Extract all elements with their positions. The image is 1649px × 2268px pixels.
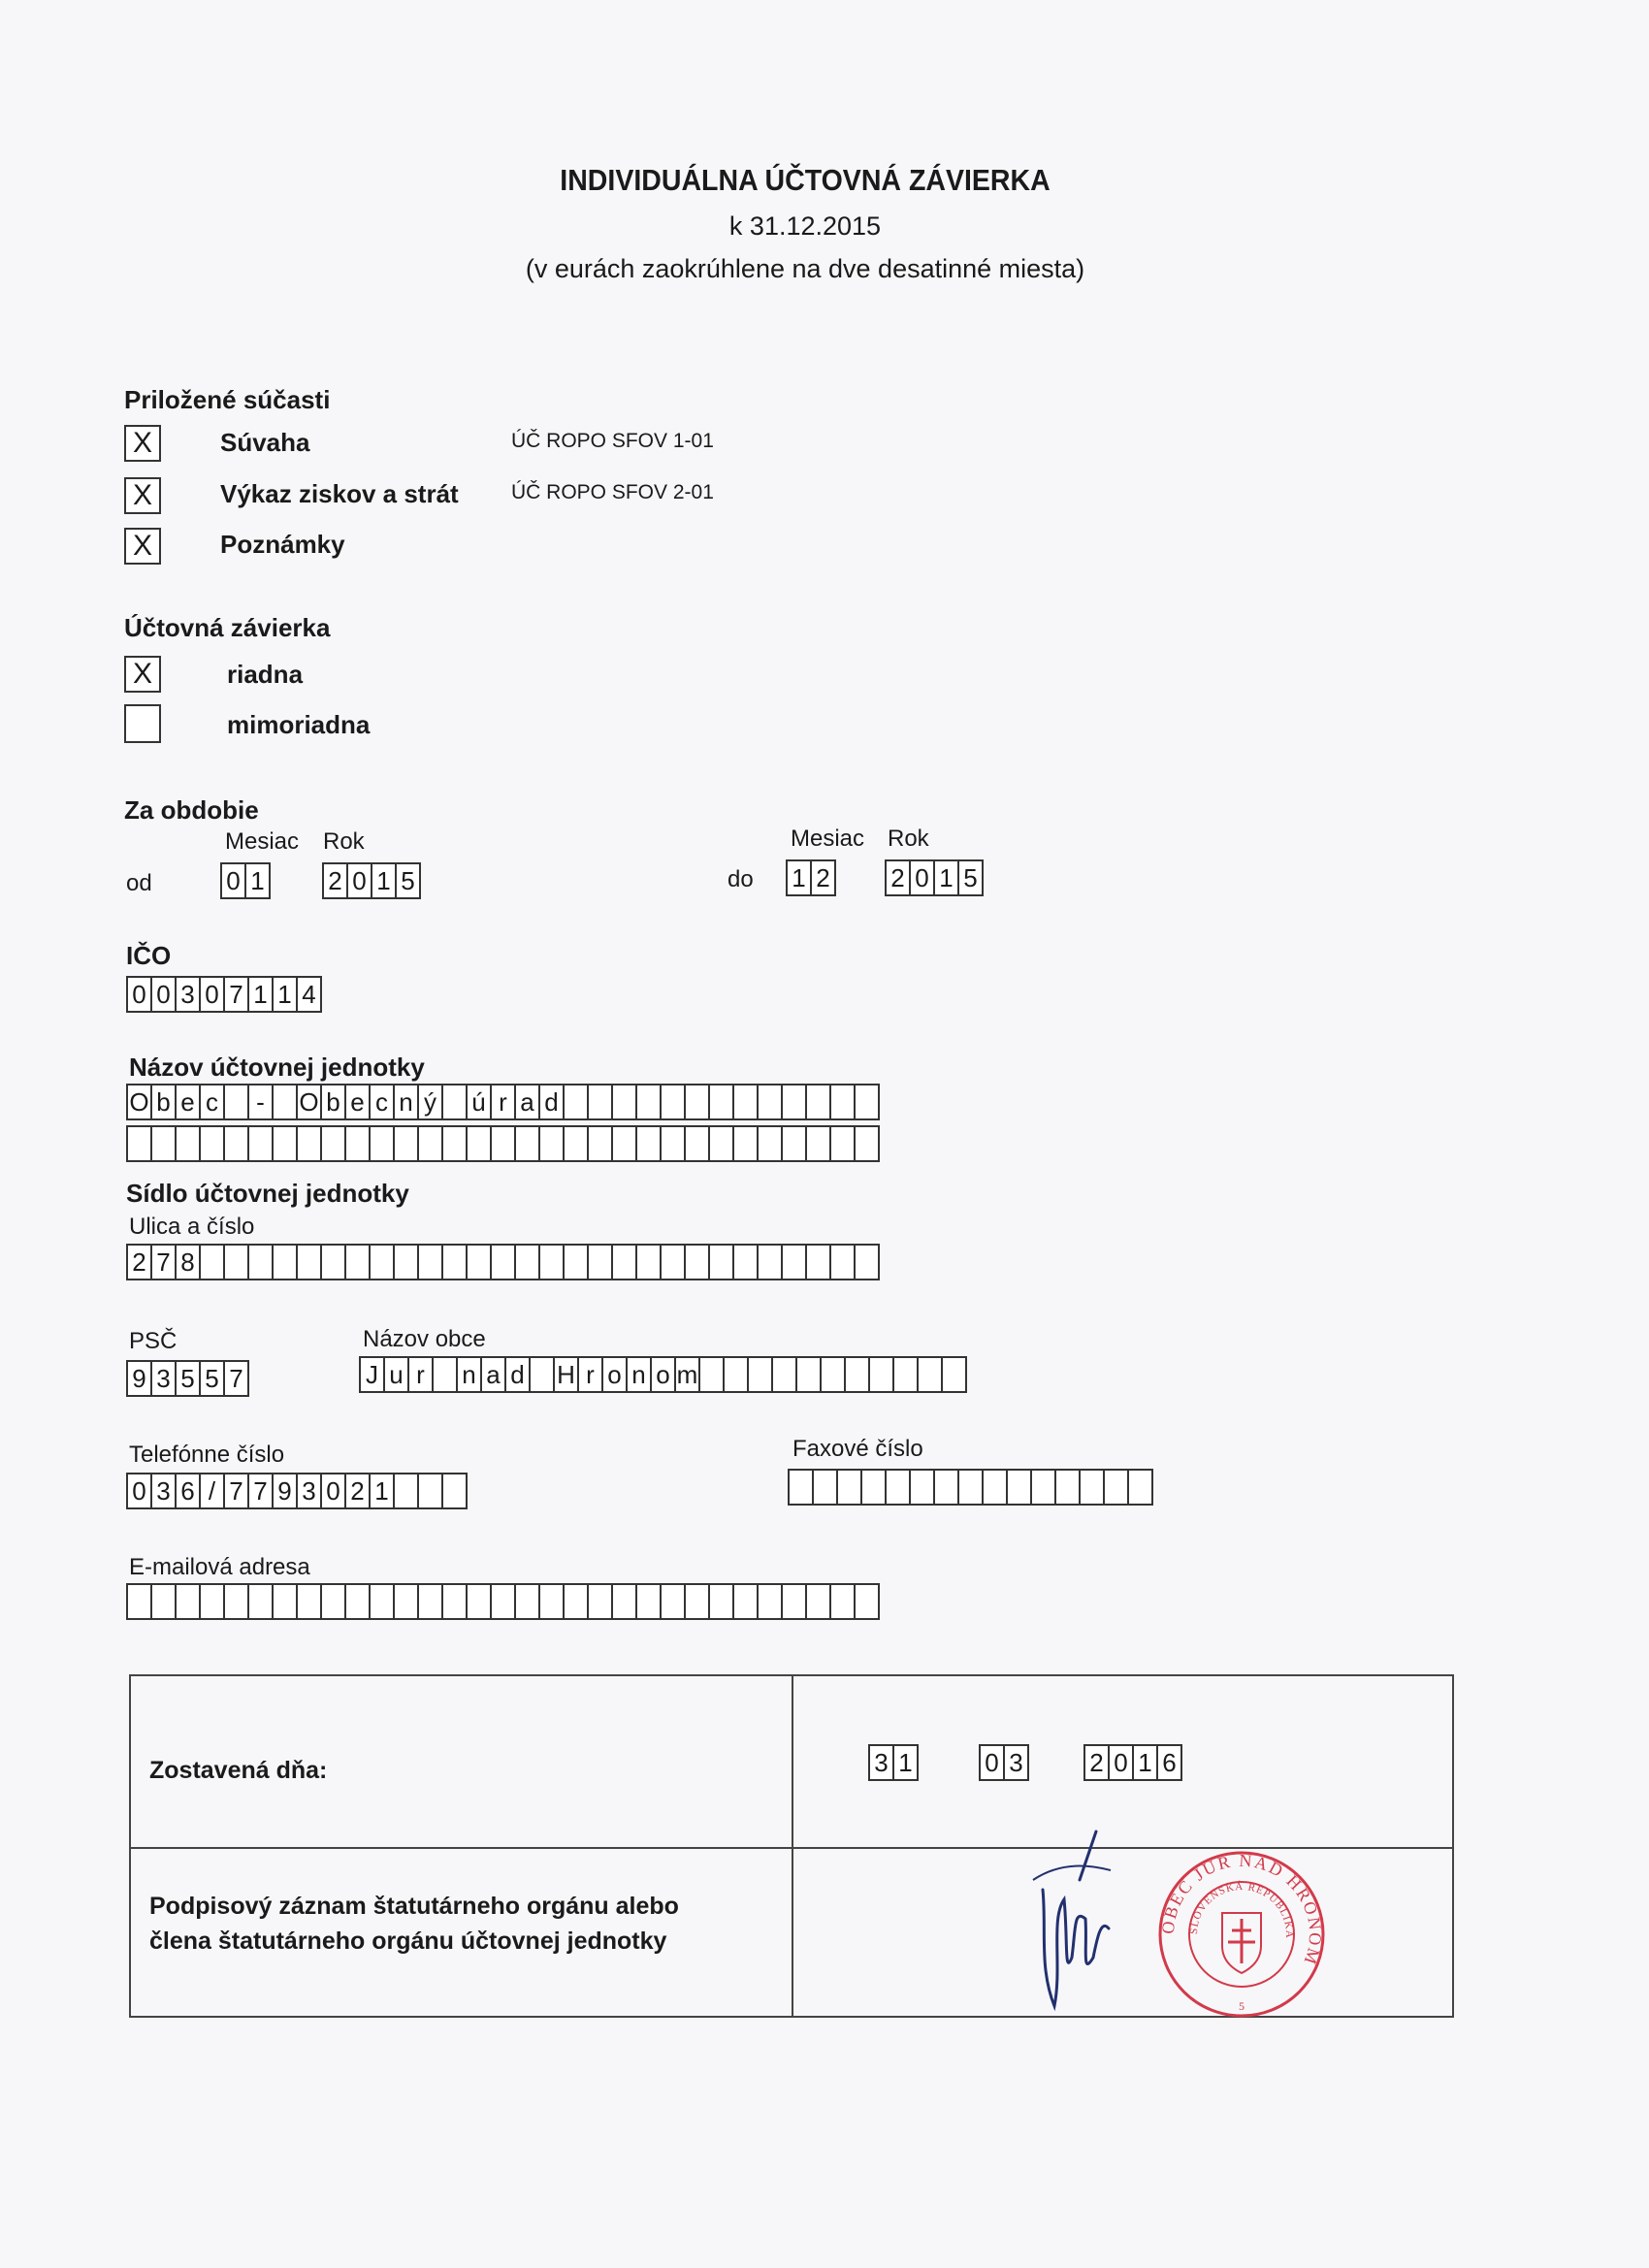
char-cell[interactable]	[941, 1356, 967, 1393]
char-cell[interactable]	[272, 1125, 298, 1162]
char-cell[interactable]: 1	[892, 1744, 919, 1781]
char-cell[interactable]	[514, 1244, 540, 1280]
to-label: do	[728, 866, 754, 892]
char-cell[interactable]	[660, 1125, 686, 1162]
fax-label: Faxové číslo	[792, 1436, 923, 1462]
attachment-code: ÚČ ROPO SFOV 2-01	[511, 481, 714, 503]
char-cell[interactable]: b	[150, 1084, 177, 1120]
char-cell[interactable]: 0	[979, 1744, 1005, 1781]
stamp-sub: SLOVENSKÁ REPUBLIKA	[1187, 1880, 1296, 1939]
char-cell[interactable]: 6	[1156, 1744, 1182, 1781]
attachment-code: ÚČ ROPO SFOV 1-01	[511, 430, 714, 452]
email-label: E-mailová adresa	[129, 1554, 310, 1580]
char-cell[interactable]	[320, 1583, 346, 1620]
char-cell[interactable]	[829, 1583, 856, 1620]
char-cell[interactable]	[708, 1244, 734, 1280]
char-cell[interactable]	[344, 1125, 371, 1162]
char-cell[interactable]	[708, 1583, 734, 1620]
from-month-field[interactable]	[220, 862, 269, 899]
char-cell[interactable]	[441, 1125, 468, 1162]
char-cell[interactable]	[757, 1084, 783, 1120]
period-heading: Za obdobie	[124, 795, 259, 825]
char-cell[interactable]	[247, 1244, 274, 1280]
char-cell[interactable]	[490, 1244, 516, 1280]
char-cell[interactable]: 3	[175, 976, 201, 1013]
char-cell[interactable]: 1	[933, 859, 959, 896]
char-cell[interactable]	[781, 1244, 807, 1280]
char-cell[interactable]	[829, 1084, 856, 1120]
char-cell[interactable]	[1030, 1469, 1056, 1506]
char-cell[interactable]	[684, 1583, 710, 1620]
char-cell[interactable]	[150, 1583, 177, 1620]
char-cell[interactable]	[538, 1583, 565, 1620]
char-cell[interactable]	[563, 1125, 589, 1162]
char-cell[interactable]: n	[456, 1356, 482, 1393]
attachment-label: Súvaha	[220, 428, 310, 457]
char-cell[interactable]: 3	[296, 1473, 322, 1509]
official-stamp	[1156, 1849, 1327, 2020]
char-cell[interactable]	[417, 1125, 443, 1162]
char-cell[interactable]: 2	[885, 859, 911, 896]
char-cell[interactable]: O	[296, 1084, 322, 1120]
char-cell[interactable]: u	[383, 1356, 409, 1393]
char-cell[interactable]: O	[126, 1084, 152, 1120]
char-cell[interactable]: 0	[126, 976, 152, 1013]
compiled-label: Zostavená dňa:	[149, 1757, 328, 1784]
char-cell[interactable]: -	[247, 1084, 274, 1120]
char-cell[interactable]	[417, 1244, 443, 1280]
char-cell[interactable]: 9	[126, 1360, 152, 1397]
char-cell[interactable]: 4	[296, 976, 322, 1013]
statement-type-label: mimoriadna	[227, 710, 371, 739]
checkbox-vykaz[interactable]: X	[124, 477, 161, 514]
char-cell[interactable]	[684, 1084, 710, 1120]
char-cell[interactable]: 1	[786, 859, 812, 896]
char-cell[interactable]	[175, 1125, 201, 1162]
char-cell[interactable]	[781, 1125, 807, 1162]
char-cell[interactable]	[635, 1583, 662, 1620]
char-cell[interactable]	[781, 1583, 807, 1620]
char-cell[interactable]	[272, 1244, 298, 1280]
char-cell[interactable]	[344, 1583, 371, 1620]
char-cell[interactable]: m	[674, 1356, 700, 1393]
char-cell[interactable]: 0	[220, 862, 246, 899]
city-label: Názov obce	[363, 1326, 486, 1352]
char-cell[interactable]: c	[199, 1084, 225, 1120]
char-cell[interactable]	[1054, 1469, 1081, 1506]
char-cell[interactable]	[563, 1244, 589, 1280]
fax-field[interactable]	[788, 1469, 1151, 1506]
statement-type-heading: Účtovná závierka	[124, 613, 331, 642]
char-cell[interactable]	[635, 1084, 662, 1120]
year-label: Rok	[323, 828, 365, 855]
from-year-field[interactable]	[322, 862, 419, 899]
street-field[interactable]	[126, 1244, 878, 1280]
char-cell[interactable]: ú	[466, 1084, 492, 1120]
char-cell[interactable]	[854, 1125, 880, 1162]
char-cell[interactable]	[126, 1125, 152, 1162]
char-cell[interactable]: 7	[223, 1360, 249, 1397]
char-cell[interactable]	[812, 1469, 838, 1506]
char-cell[interactable]	[587, 1583, 613, 1620]
attachment-label: Poznámky	[220, 530, 345, 559]
char-cell[interactable]	[829, 1244, 856, 1280]
signature-scribble	[1004, 1812, 1179, 2016]
char-cell[interactable]	[732, 1125, 759, 1162]
char-cell[interactable]: 1	[369, 1473, 395, 1509]
char-cell[interactable]	[529, 1356, 555, 1393]
char-cell[interactable]: 2	[126, 1244, 152, 1280]
char-cell[interactable]	[805, 1583, 831, 1620]
stamp-text: OBEC JUR NAD HRONOM	[1157, 1850, 1326, 1969]
char-cell[interactable]	[732, 1084, 759, 1120]
char-cell[interactable]	[223, 1084, 249, 1120]
char-cell[interactable]	[723, 1356, 749, 1393]
char-cell[interactable]	[781, 1084, 807, 1120]
char-cell[interactable]	[441, 1583, 468, 1620]
char-cell[interactable]	[757, 1583, 783, 1620]
ico-field[interactable]	[126, 976, 320, 1013]
char-cell[interactable]: 3	[868, 1744, 894, 1781]
char-cell[interactable]	[788, 1469, 814, 1506]
to-month-field[interactable]	[786, 859, 834, 896]
char-cell[interactable]	[344, 1244, 371, 1280]
attachments-heading: Priložené súčasti	[124, 385, 331, 414]
psc-field[interactable]	[126, 1360, 247, 1397]
char-cell[interactable]	[854, 1583, 880, 1620]
compiled-day-field[interactable]	[868, 1744, 917, 1781]
compiled-year-field[interactable]	[1083, 1744, 1180, 1781]
month-label: Mesiac	[225, 828, 300, 855]
char-cell[interactable]	[417, 1583, 443, 1620]
statement-type-label: riadna	[227, 660, 304, 689]
char-cell[interactable]: 9	[272, 1473, 298, 1509]
stamp-number: 5	[1239, 1999, 1245, 2013]
char-cell[interactable]: 7	[247, 1473, 274, 1509]
document-date: k 31.12.2015	[728, 211, 882, 241]
checkbox-riadna[interactable]: X	[124, 656, 161, 693]
char-cell[interactable]: /	[199, 1473, 225, 1509]
char-cell[interactable]	[490, 1583, 516, 1620]
char-cell[interactable]: o	[650, 1356, 676, 1393]
char-cell[interactable]: 0	[909, 859, 935, 896]
currency-note: (v eurách zaokrúhlene na dve desatinné miesta)	[525, 254, 1085, 283]
char-cell[interactable]	[844, 1356, 870, 1393]
char-cell[interactable]	[223, 1244, 249, 1280]
char-cell[interactable]	[126, 1583, 152, 1620]
document-title: INDIVIDUÁLNA ÚČTOVNÁ ZÁVIERKA	[560, 163, 1051, 197]
from-label: od	[126, 870, 152, 896]
char-cell[interactable]: n	[626, 1356, 652, 1393]
char-cell[interactable]	[611, 1244, 637, 1280]
char-cell[interactable]	[635, 1125, 662, 1162]
char-cell[interactable]	[320, 1125, 346, 1162]
char-cell[interactable]: 5	[199, 1360, 225, 1397]
char-cell[interactable]: 1	[247, 976, 274, 1013]
char-cell[interactable]	[708, 1084, 734, 1120]
ico-label: IČO	[126, 941, 172, 970]
char-cell[interactable]	[272, 1583, 298, 1620]
char-cell[interactable]	[1103, 1469, 1129, 1506]
char-cell[interactable]	[199, 1583, 225, 1620]
char-cell[interactable]: b	[320, 1084, 346, 1120]
checkbox-poznamky[interactable]: X	[124, 528, 161, 565]
char-cell[interactable]	[466, 1583, 492, 1620]
char-cell[interactable]: 1	[1132, 1744, 1158, 1781]
char-cell[interactable]: n	[393, 1084, 419, 1120]
char-cell[interactable]	[885, 1469, 911, 1506]
char-cell[interactable]	[933, 1469, 959, 1506]
char-cell[interactable]	[223, 1583, 249, 1620]
char-cell[interactable]	[635, 1244, 662, 1280]
char-cell[interactable]	[660, 1084, 686, 1120]
char-cell[interactable]: e	[175, 1084, 201, 1120]
char-cell[interactable]	[587, 1125, 613, 1162]
char-cell[interactable]	[296, 1583, 322, 1620]
char-cell[interactable]: a	[480, 1356, 506, 1393]
signature-label-line1: Podpisový záznam štatutárneho orgánu alebo	[149, 1893, 679, 1920]
char-cell[interactable]	[660, 1583, 686, 1620]
char-cell[interactable]	[587, 1244, 613, 1280]
char-cell[interactable]	[393, 1473, 419, 1509]
char-cell[interactable]	[247, 1583, 274, 1620]
entity-name-row1[interactable]	[126, 1084, 878, 1120]
char-cell[interactable]	[441, 1244, 468, 1280]
char-cell[interactable]	[393, 1125, 419, 1162]
entity-name-label: Názov účtovnej jednotky	[129, 1053, 425, 1082]
year-label: Rok	[888, 826, 929, 852]
char-cell[interactable]	[223, 1125, 249, 1162]
char-cell[interactable]	[199, 1125, 225, 1162]
char-cell[interactable]: 2	[810, 859, 836, 896]
char-cell[interactable]	[538, 1244, 565, 1280]
char-cell[interactable]	[820, 1356, 846, 1393]
char-cell[interactable]: 0	[320, 1473, 346, 1509]
char-cell[interactable]: c	[369, 1084, 395, 1120]
char-cell[interactable]	[854, 1244, 880, 1280]
char-cell[interactable]: 2	[344, 1473, 371, 1509]
char-cell[interactable]: 0	[126, 1473, 152, 1509]
char-cell[interactable]: 0	[199, 976, 225, 1013]
char-cell[interactable]: 1	[244, 862, 271, 899]
char-cell[interactable]	[747, 1356, 773, 1393]
char-cell[interactable]	[860, 1469, 887, 1506]
char-cell[interactable]: 2	[1083, 1744, 1110, 1781]
to-year-field[interactable]	[885, 859, 982, 896]
char-cell[interactable]	[917, 1356, 943, 1393]
char-cell[interactable]	[957, 1469, 984, 1506]
char-cell[interactable]	[771, 1356, 797, 1393]
char-cell[interactable]	[795, 1356, 822, 1393]
char-cell[interactable]	[538, 1125, 565, 1162]
char-cell[interactable]	[563, 1583, 589, 1620]
char-cell[interactable]: J	[359, 1356, 385, 1393]
char-cell[interactable]	[829, 1125, 856, 1162]
char-cell[interactable]	[868, 1356, 894, 1393]
checkbox-mimoriadna[interactable]	[124, 704, 161, 743]
street-label: Ulica a číslo	[129, 1214, 255, 1240]
char-cell[interactable]	[369, 1244, 395, 1280]
char-cell[interactable]	[684, 1244, 710, 1280]
char-cell[interactable]	[1127, 1469, 1153, 1506]
char-cell[interactable]: 8	[175, 1244, 201, 1280]
month-label: Mesiac	[791, 826, 865, 852]
char-cell[interactable]	[587, 1084, 613, 1120]
char-cell[interactable]: d	[504, 1356, 531, 1393]
char-cell[interactable]	[892, 1356, 919, 1393]
char-cell[interactable]	[175, 1583, 201, 1620]
char-cell[interactable]: 7	[223, 976, 249, 1013]
char-cell[interactable]: 0	[346, 862, 372, 899]
char-cell[interactable]	[909, 1469, 935, 1506]
char-cell[interactable]: r	[490, 1084, 516, 1120]
char-cell[interactable]: 5	[957, 859, 984, 896]
psc-label: PSČ	[129, 1328, 178, 1354]
attachment-label: Výkaz ziskov a strát	[220, 479, 459, 508]
char-cell[interactable]: 5	[395, 862, 421, 899]
char-cell[interactable]	[296, 1244, 322, 1280]
signature-label-line2: člena štatutárneho orgánu účtovnej jednotky	[149, 1928, 667, 1955]
char-cell[interactable]: o	[601, 1356, 628, 1393]
address-heading: Sídlo účtovnej jednotky	[126, 1179, 409, 1208]
checkbox-suvaha[interactable]: X	[124, 425, 161, 462]
char-cell[interactable]: 0	[150, 976, 177, 1013]
phone-label: Telefónne číslo	[129, 1442, 285, 1468]
char-cell[interactable]: r	[577, 1356, 603, 1393]
char-cell[interactable]: 2	[322, 862, 348, 899]
char-cell[interactable]	[805, 1125, 831, 1162]
char-cell[interactable]	[757, 1244, 783, 1280]
char-cell[interactable]	[1079, 1469, 1105, 1506]
char-cell[interactable]	[563, 1084, 589, 1120]
char-cell[interactable]	[272, 1084, 298, 1120]
char-cell[interactable]	[417, 1473, 443, 1509]
char-cell[interactable]	[466, 1244, 492, 1280]
char-cell[interactable]	[611, 1583, 637, 1620]
char-cell[interactable]	[466, 1125, 492, 1162]
city-field[interactable]	[359, 1356, 965, 1393]
char-cell[interactable]: 1	[272, 976, 298, 1013]
char-cell[interactable]	[369, 1125, 395, 1162]
compiled-month-field[interactable]	[979, 1744, 1027, 1781]
char-cell[interactable]	[441, 1473, 468, 1509]
char-cell[interactable]	[247, 1125, 274, 1162]
char-cell[interactable]	[393, 1583, 419, 1620]
char-cell[interactable]	[199, 1244, 225, 1280]
char-cell[interactable]	[660, 1244, 686, 1280]
char-cell[interactable]	[708, 1125, 734, 1162]
char-cell[interactable]	[982, 1469, 1008, 1506]
char-cell[interactable]	[698, 1356, 725, 1393]
char-cell[interactable]: 3	[150, 1473, 177, 1509]
char-cell[interactable]	[441, 1084, 468, 1120]
char-cell[interactable]	[854, 1084, 880, 1120]
char-cell[interactable]: 7	[150, 1244, 177, 1280]
entity-name-row2[interactable]	[126, 1125, 878, 1162]
char-cell[interactable]	[732, 1244, 759, 1280]
char-cell[interactable]	[757, 1125, 783, 1162]
char-cell[interactable]	[684, 1125, 710, 1162]
char-cell[interactable]	[432, 1356, 458, 1393]
char-cell[interactable]	[805, 1084, 831, 1120]
char-cell[interactable]: 7	[223, 1473, 249, 1509]
char-cell[interactable]	[1006, 1469, 1032, 1506]
char-cell[interactable]: 3	[1003, 1744, 1029, 1781]
char-cell[interactable]: 5	[175, 1360, 201, 1397]
char-cell[interactable]	[150, 1125, 177, 1162]
char-cell[interactable]	[732, 1583, 759, 1620]
char-cell[interactable]	[514, 1125, 540, 1162]
signature-table	[129, 1674, 1454, 2018]
email-field[interactable]	[126, 1583, 878, 1620]
char-cell[interactable]	[805, 1244, 831, 1280]
char-cell[interactable]: 3	[150, 1360, 177, 1397]
char-cell[interactable]	[611, 1125, 637, 1162]
char-cell[interactable]: e	[344, 1084, 371, 1120]
char-cell[interactable]	[490, 1125, 516, 1162]
char-cell[interactable]	[320, 1244, 346, 1280]
char-cell[interactable]	[514, 1583, 540, 1620]
char-cell[interactable]: r	[407, 1356, 434, 1393]
char-cell[interactable]: d	[538, 1084, 565, 1120]
phone-field[interactable]	[126, 1473, 466, 1509]
char-cell[interactable]	[836, 1469, 862, 1506]
char-cell[interactable]	[369, 1583, 395, 1620]
char-cell[interactable]: H	[553, 1356, 579, 1393]
char-cell[interactable]	[393, 1244, 419, 1280]
char-cell[interactable]: 6	[175, 1473, 201, 1509]
char-cell[interactable]: 1	[371, 862, 397, 899]
char-cell[interactable]: a	[514, 1084, 540, 1120]
char-cell[interactable]: 0	[1108, 1744, 1134, 1781]
char-cell[interactable]	[611, 1084, 637, 1120]
char-cell[interactable]: ý	[417, 1084, 443, 1120]
char-cell[interactable]	[296, 1125, 322, 1162]
